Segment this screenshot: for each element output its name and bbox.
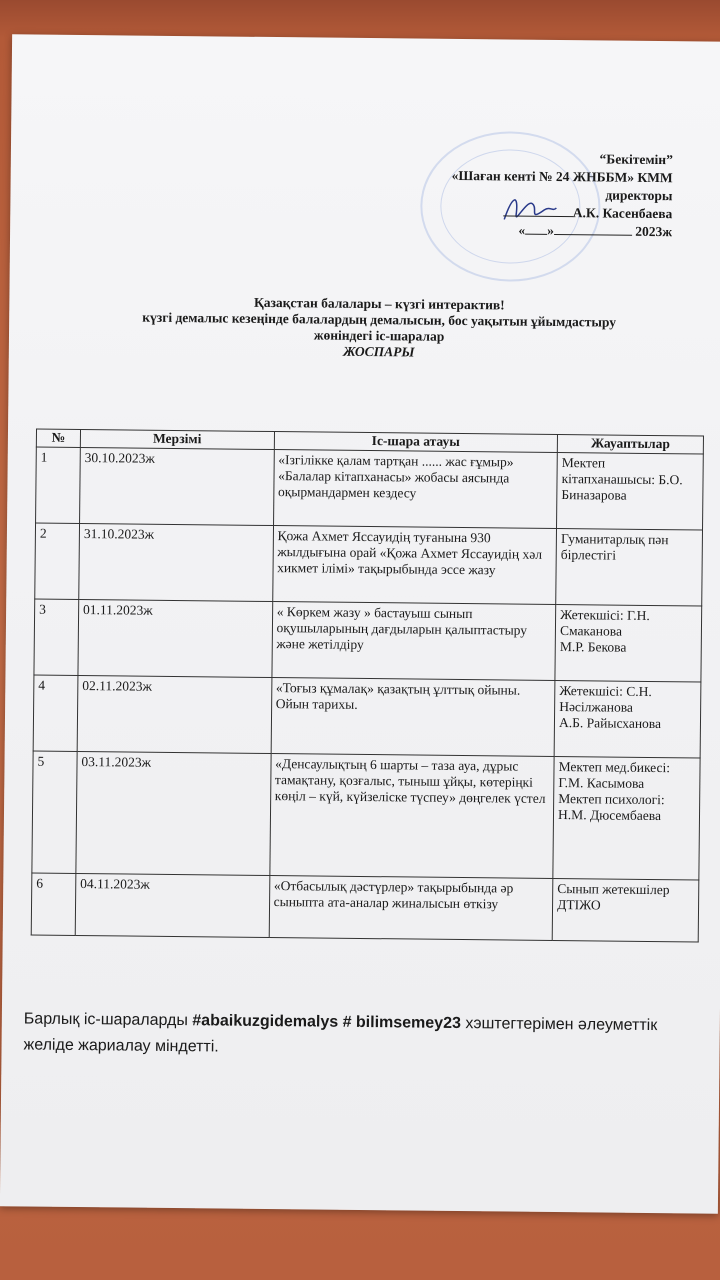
cell-number: 6	[31, 873, 76, 935]
header-activity: Іс-шара атауы	[274, 432, 558, 453]
approval-heading: “Бекітемін”	[599, 151, 673, 168]
approval-organization: «Шаған кенті № 24 ЖНББМ» КММ	[451, 167, 673, 186]
cell-number: 1	[36, 447, 81, 523]
day-line	[525, 223, 547, 235]
month-line	[554, 223, 632, 236]
note-hashtags: #abaikuzgidemalys # bilimsemey23	[192, 1012, 462, 1033]
signatory-name: А.К. Касенбаева	[572, 205, 673, 222]
cell-responsible: Гуманитарлық пән бірлестігі	[556, 529, 703, 607]
cell-activity: «Ізгілікке қалам тартқан ...... жас ғұмыр» «Балалар кітапханасы» жобасы аясында оқырмандармен кездесу	[273, 450, 557, 529]
cell-responsible: Мектеп кітапханашысы: Б.О. Биназарова	[557, 453, 704, 531]
cell-date: 31.10.2023ж	[79, 524, 273, 602]
cell-responsible: Сынып жетекшілер ДТІЖО	[552, 878, 699, 942]
cell-activity: «Тоғыз құмалақ» қазақтың ұлттық ойыны. Ойын тарихы.	[271, 678, 555, 757]
date-year: 2023ж	[635, 223, 673, 240]
table-row	[32, 751, 700, 880]
cell-activity: «Денсаулықтың 6 шарты – таза ауа, дұрыс тамақтану, қозғалыс, тыныш ұйқы, көтеріңкі көңіл – күй, күйзеліске түспеу» дөңгелек үстел	[269, 754, 554, 879]
cell-date: 01.11.2023ж	[78, 600, 272, 678]
cell-date: 03.11.2023ж	[76, 751, 271, 875]
table-row	[35, 523, 703, 606]
header-number: №	[36, 429, 80, 447]
note-prefix: Барлық іс-шараларды	[23, 1010, 193, 1030]
title-line-4: ЖОСПАРЫ	[343, 343, 415, 360]
table-row	[34, 599, 702, 682]
cell-responsible: Жетекшісі: С.Н. Нәсілжанова А.Б. Райысханова	[554, 680, 701, 758]
approval-date	[410, 220, 672, 241]
table-row	[36, 447, 704, 530]
cell-date: 02.11.2023ж	[77, 675, 271, 753]
table-row	[31, 873, 699, 942]
title-line-1: Қазақстан балалары – күзгі интерактив!	[253, 294, 505, 313]
cell-date: 30.10.2023ж	[79, 448, 273, 526]
note-suffix: хэштегтерімен әлеуметтік желіде жариалау міндетті.	[23, 1015, 658, 1056]
signature-line	[503, 204, 573, 217]
cell-responsible: Жетекшісі: Г.Н. Смаканова М.Р. Бекова	[555, 604, 702, 682]
cell-number: 4	[33, 675, 78, 751]
activities-table	[31, 429, 704, 943]
date-quote-open: «	[518, 222, 526, 238]
cell-number: 2	[35, 523, 80, 599]
header-responsible: Жауаптылар	[557, 435, 703, 455]
cell-activity: Қожа Ахмет Яссауидің туғанына 930 жылдығына орай «Қожа Ахмет Яссауидің хәл хикмет ілімі» тақырыбында эссе жазу	[272, 526, 556, 605]
publication-note	[23, 1006, 704, 1065]
cell-number: 5	[32, 751, 77, 873]
approval-position: директоры	[605, 187, 673, 204]
date-quote-close: »	[547, 222, 555, 238]
title-line-3: жөніндегі іс-шаралар	[313, 327, 445, 344]
cell-date: 04.11.2023ж	[75, 873, 269, 937]
table-row	[33, 675, 701, 758]
approval-block	[410, 148, 673, 241]
document-page	[0, 34, 720, 1213]
cell-activity: « Көркем жазу » бастауыш сынып оқушыларының дағдыларын қалыптастыру және жетілдіру	[272, 602, 556, 681]
cell-number: 3	[34, 599, 79, 675]
plan-title	[29, 292, 720, 363]
cell-responsible: Мектеп мед.бикесі: Г.М. Касымова Мектеп психологі: Н.М. Дюсембаева	[553, 756, 700, 880]
header-date: Мерзімі	[80, 430, 274, 450]
title-line-2: күзгі демалыс кезеңінде балалардың демалысын, бос уақытын ұйымдастыру	[142, 309, 617, 330]
cell-activity: «Отбасылық дәстүрлер» тақырыбында әр сыныпта ата-аналар жиналысын өткізу	[269, 876, 553, 941]
